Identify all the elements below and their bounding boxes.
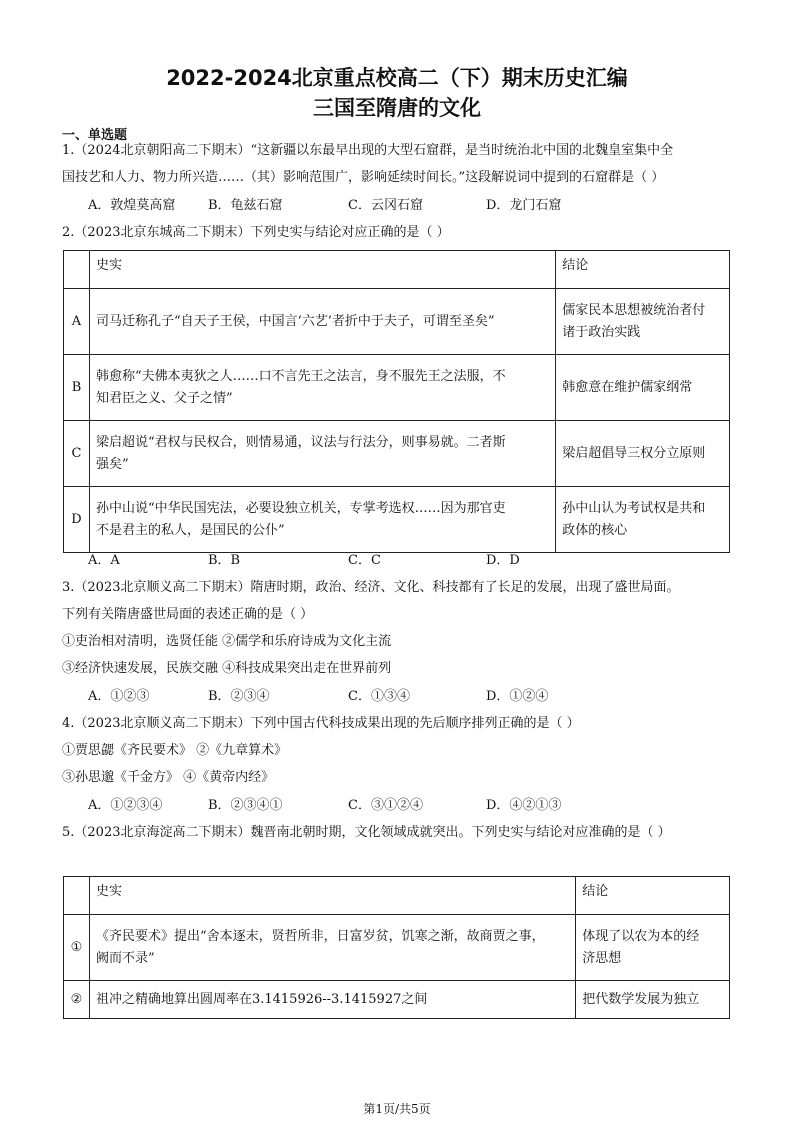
table-row [64,289,730,355]
q1-option-c: C．云冈石窟 [348,198,423,213]
row-label: ① [64,915,90,981]
q3-stem-line1: 3.（2023北京顺义高二下期末）隋唐时期，政治、经济、文化、科技都有了长足的发展，出现了盛世局面。 [62,580,680,595]
row-label: B [64,355,90,421]
q2-header-conclusion: 结论 [556,251,730,289]
q4-option-d: D．④②①③ [486,798,562,813]
q2-header-fact: 史实 [89,251,555,289]
q3-stem-line2: 下列有关隋唐盛世局面的表述正确的是（ ） [62,607,314,622]
table-row [64,487,730,553]
row-fact: 梁启超说“君权与民权合，则情易通，议法与行法分，则事易就。二者斯 强矣” [89,421,555,487]
q3-option-d: D．①②④ [486,689,549,704]
q4-stem: 4.（2023北京顺义高二下期末）下列中国古代科技成果出现的先后顺序排列正确的是（ ） [62,716,580,731]
q3-option-b: B．②③④ [208,689,270,704]
q2-table [63,250,730,553]
row-conclusion: 儒家民本思想被统治者付 诸于政治实践 [556,289,730,355]
row-conclusion: 体现了以农为本的经 济思想 [576,915,730,981]
q2-option-a: A．A [88,553,120,568]
q2-option-b: B．B [208,553,241,568]
row-label: ② [64,981,90,1019]
q2-option-d: D．D [486,553,520,568]
row-conclusion: 孙中山认为考试权是共和 政体的核心 [556,487,730,553]
q4-option-a: A．①②③④ [88,798,163,813]
page-footer: 第1页/共5页 [363,1102,431,1116]
q1-option-a: A．敦煌莫高窟 [88,198,176,213]
q3-option-c: C．①③④ [348,689,410,704]
q2-table-header [64,251,730,289]
table-row [64,915,730,981]
q3-option-a: A．①②③ [88,689,150,704]
row-fact: 祖冲之精确地算出圆周率在3.1415926--3.1415927之间 [89,981,575,1019]
row-fact: 韩愈称“夫佛本夷狄之人……口不言先王之法言，身不服先王之法服，不 知君臣之义、父子之情” [89,355,555,421]
q5-stem: 5.（2023北京海淀高二下期末）魏晋南北朝时期，文化领域成就突出。下列史实与结论对应准确的是（ ） [62,825,671,840]
document-subtitle: 三国至隋唐的文化 [313,96,481,120]
row-fact: 司马迁称孔子“自天子王侯，中国言‘六艺’者折中于夫子，可谓至圣矣” [89,289,555,355]
document-title: 2022-2024北京重点校高二（下）期末历史汇编 [166,66,628,90]
q5-table-header [64,877,730,915]
q2-stem: 2.（2023北京东城高二下期末）下列史实与结论对应正确的是（ ） [62,225,450,240]
q1-option-d: D．龙门石窟 [486,198,562,213]
q4-option-c: C．③①②④ [348,798,423,813]
q1-option-b: B．龟兹石窟 [208,198,283,213]
q2-option-c: C．C [348,553,381,568]
q1-stem-line1: 1.（2024北京朝阳高二下期末）“这新疆以东最早出现的大型石窟群，是当时统治北中国的北魏皇室集中全 [62,143,674,158]
row-conclusion: 韩愈意在维护儒家纲常 [556,355,730,421]
row-fact: 《齐民要术》提出“舍本逐末，贤哲所非，日富岁贫，饥寒之渐，故商贾之事， 阙而不录” [89,915,575,981]
table-row [64,981,730,1019]
table-row [64,421,730,487]
q4-option-b: B．②③④① [208,798,283,813]
q3-item-line1: ①吏治相对清明，选贤任能 ②儒学和乐府诗成为文化主流 [62,634,392,649]
q5-header-fact: 史实 [89,877,575,915]
row-conclusion: 把代数学发展为独立 [576,981,730,1019]
table-row [64,355,730,421]
q5-table [63,876,730,1019]
section-heading: 一、单选题 [62,128,128,143]
q1-stem-line2: 国技艺和人力、物力所兴造……（其）影响范围广，影响延续时间长。”这段解说词中提到的石窟群是（ ） [62,170,665,185]
row-fact: 孙中山说“中华民国宪法，必要设独立机关，专掌考选权……因为那官吏 不是君主的私人，是国民的公仆” [89,487,555,553]
q4-item-line2: ③孙思邈《千金方》 ④《黄帝内经》 [62,770,275,785]
row-label: D [64,487,90,553]
row-label: A [64,289,90,355]
q4-item-line1: ①贾思勰《齐民要术》 ②《九章算术》 [62,743,288,758]
row-conclusion: 梁启超倡导三权分立原则 [556,421,730,487]
q3-item-line2: ③经济快速发展，民族交融 ④科技成果突出走在世界前列 [62,661,392,676]
row-label: C [64,421,90,487]
q5-header-conclusion: 结论 [576,877,730,915]
